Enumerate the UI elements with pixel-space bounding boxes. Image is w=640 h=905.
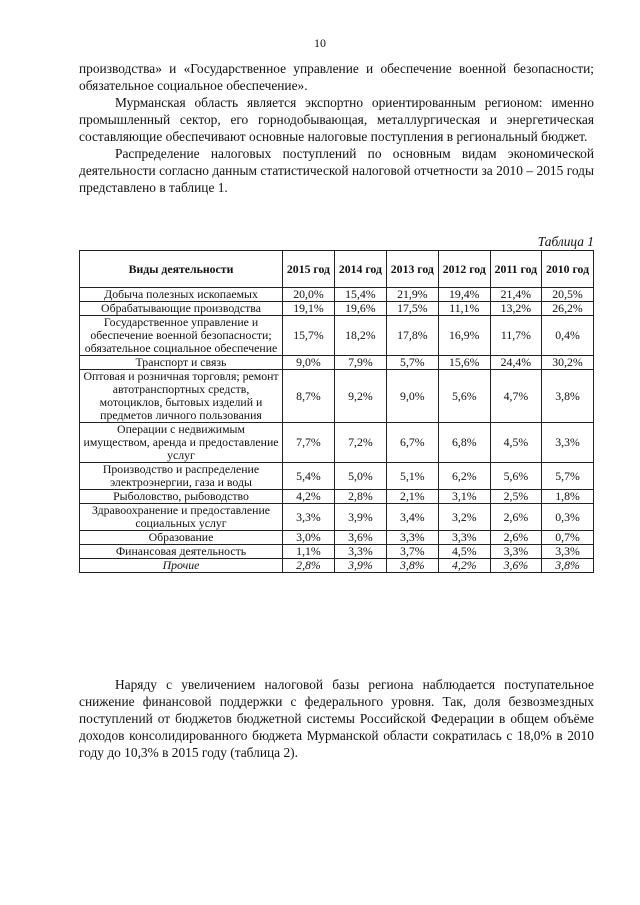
activity-name-cell: Обрабатывающие производства	[80, 302, 283, 316]
share-value-cell: 4,7%	[490, 370, 541, 423]
share-value-cell: 4,2%	[438, 559, 490, 573]
share-value-cell: 11,7%	[490, 316, 541, 356]
share-value-cell: 3,3%	[283, 504, 335, 531]
share-value-cell: 4,5%	[490, 423, 541, 463]
share-value-cell: 2,6%	[490, 504, 541, 531]
share-value-cell: 6,7%	[386, 423, 438, 463]
share-value-cell: 17,5%	[386, 302, 438, 316]
share-value-cell: 15,4%	[334, 288, 386, 302]
share-value-cell: 5,1%	[386, 463, 438, 490]
share-value-cell: 1,8%	[542, 490, 594, 504]
outro-text	[79, 676, 594, 761]
share-value-cell: 9,0%	[386, 370, 438, 423]
share-value-cell: 18,2%	[334, 316, 386, 356]
activity-name-cell: Образование	[80, 531, 283, 545]
table-row	[80, 316, 594, 356]
share-value-cell: 4,2%	[283, 490, 335, 504]
share-value-cell: 15,7%	[283, 316, 335, 356]
activity-name-cell: Оптовая и розничная торговля; ремонт автотранспортных средств, мотоциклов, бытовых изделий и предметов личного пользования	[80, 370, 283, 423]
share-value-cell: 6,2%	[438, 463, 490, 490]
share-value-cell: 3,3%	[542, 423, 594, 463]
share-value-cell: 3,8%	[542, 370, 594, 423]
share-value-cell: 8,7%	[283, 370, 335, 423]
activity-name-cell: Финансовая деятельность	[80, 545, 283, 559]
share-value-cell: 0,7%	[542, 531, 594, 545]
share-value-cell: 7,9%	[334, 356, 386, 370]
share-value-cell: 19,4%	[438, 288, 490, 302]
table-row	[80, 463, 594, 490]
share-value-cell: 5,7%	[386, 356, 438, 370]
table-row	[80, 490, 594, 504]
share-value-cell: 20,0%	[283, 288, 335, 302]
share-value-cell: 19,6%	[334, 302, 386, 316]
share-value-cell: 3,6%	[490, 559, 541, 573]
intro-text	[79, 60, 594, 196]
share-value-cell: 26,2%	[542, 302, 594, 316]
table-row	[80, 288, 594, 302]
share-value-cell: 3,6%	[334, 531, 386, 545]
share-value-cell: 7,7%	[283, 423, 335, 463]
header-activity: Виды деятельности	[80, 251, 283, 288]
share-value-cell: 3,4%	[386, 504, 438, 531]
share-value-cell: 15,6%	[438, 356, 490, 370]
share-value-cell: 3,8%	[386, 559, 438, 573]
table-row	[80, 545, 594, 559]
table-row	[80, 531, 594, 545]
intro-paragraph-1: производства» и «Государственное управление и обеспечение военной безопасности; обязательное социальное обеспечение».	[79, 61, 594, 93]
table-caption: Таблица 1	[537, 234, 594, 249]
header-2015: 2015 год	[283, 251, 335, 288]
header-2014: 2014 год	[334, 251, 386, 288]
share-value-cell: 21,9%	[386, 288, 438, 302]
share-value-cell: 17,8%	[386, 316, 438, 356]
table-header-row	[80, 251, 594, 288]
table-row	[80, 423, 594, 463]
intro-paragraph-3: Распределение налоговых поступлений по основным видам экономической деятельности согласно данным статистической налоговой отчетности за 2010 – 2015 годы представлено в таблице 1.	[79, 146, 594, 195]
header-2012: 2012 год	[438, 251, 490, 288]
share-value-cell: 20,5%	[542, 288, 594, 302]
activity-name-cell: Операции с недвижимым имуществом, аренда и предоставление услуг	[80, 423, 283, 463]
share-value-cell: 5,6%	[490, 463, 541, 490]
activity-name-cell: Прочие	[80, 559, 283, 573]
share-value-cell: 3,1%	[438, 490, 490, 504]
share-value-cell: 3,7%	[386, 545, 438, 559]
share-value-cell: 2,5%	[490, 490, 541, 504]
share-value-cell: 2,1%	[386, 490, 438, 504]
share-value-cell: 4,5%	[438, 545, 490, 559]
table-row	[80, 370, 594, 423]
share-value-cell: 3,3%	[490, 545, 541, 559]
share-value-cell: 21,4%	[490, 288, 541, 302]
share-value-cell: 5,0%	[334, 463, 386, 490]
share-value-cell: 3,0%	[283, 531, 335, 545]
table-row	[80, 302, 594, 316]
table-row	[80, 356, 594, 370]
share-value-cell: 7,2%	[334, 423, 386, 463]
share-value-cell: 24,4%	[490, 356, 541, 370]
share-value-cell: 0,3%	[542, 504, 594, 531]
share-value-cell: 3,2%	[438, 504, 490, 531]
activity-name-cell: Добыча полезных ископаемых	[80, 288, 283, 302]
share-value-cell: 3,3%	[542, 545, 594, 559]
intro-paragraph-2: Мурманская область является экспортно ориентированным регионом: именно промышленный сектор, его горнодобывающая, металлургическая и энергетическая составляющие обеспечивают основные налоговые поступления в региональный бюджет.	[79, 95, 594, 144]
share-value-cell: 9,0%	[283, 356, 335, 370]
share-value-cell: 30,2%	[542, 356, 594, 370]
share-value-cell: 5,7%	[542, 463, 594, 490]
activity-name-cell: Государственное управление и обеспечение военной безопасности; обязательное социальное обеспечение	[80, 316, 283, 356]
header-2013: 2013 год	[386, 251, 438, 288]
share-value-cell: 13,2%	[490, 302, 541, 316]
share-value-cell: 19,1%	[283, 302, 335, 316]
share-value-cell: 0,4%	[542, 316, 594, 356]
activity-name-cell: Транспорт и связь	[80, 356, 283, 370]
share-value-cell: 3,8%	[542, 559, 594, 573]
header-2011: 2011 год	[490, 251, 541, 288]
share-value-cell: 3,3%	[334, 545, 386, 559]
share-value-cell: 6,8%	[438, 423, 490, 463]
share-value-cell: 3,3%	[438, 531, 490, 545]
share-value-cell: 11,1%	[438, 302, 490, 316]
share-value-cell: 5,4%	[283, 463, 335, 490]
share-value-cell: 2,8%	[283, 559, 335, 573]
share-value-cell: 2,6%	[490, 531, 541, 545]
share-value-cell: 3,9%	[334, 559, 386, 573]
share-value-cell: 9,2%	[334, 370, 386, 423]
share-value-cell: 1,1%	[283, 545, 335, 559]
table-row	[80, 504, 594, 531]
header-2010: 2010 год	[542, 251, 594, 288]
share-value-cell: 2,8%	[334, 490, 386, 504]
page-number: 10	[314, 36, 326, 50]
table-row	[80, 559, 594, 573]
activity-name-cell: Производство и распределение электроэнергии, газа и воды	[80, 463, 283, 490]
share-value-cell: 3,3%	[386, 531, 438, 545]
share-value-cell: 5,6%	[438, 370, 490, 423]
activity-name-cell: Здравоохранение и предоставление социальных услуг	[80, 504, 283, 531]
share-value-cell: 16,9%	[438, 316, 490, 356]
share-value-cell: 3,9%	[334, 504, 386, 531]
activity-name-cell: Рыболовство, рыбоводство	[80, 490, 283, 504]
outro-paragraph-1: Наряду с увеличением налоговой базы региона наблюдается поступательное снижение финансовой поддержки с федерального уровня. Так, доля безвозмездных поступлений от бюджетов бюджетной системы Российской Федерации в общем объёме доходов консолидированного бюджета Мурманской области сократилась с 18,0% в 2010 году до 10,3% в 2015 году (таблица 2).	[79, 677, 594, 760]
tax-distribution-table	[79, 250, 594, 573]
